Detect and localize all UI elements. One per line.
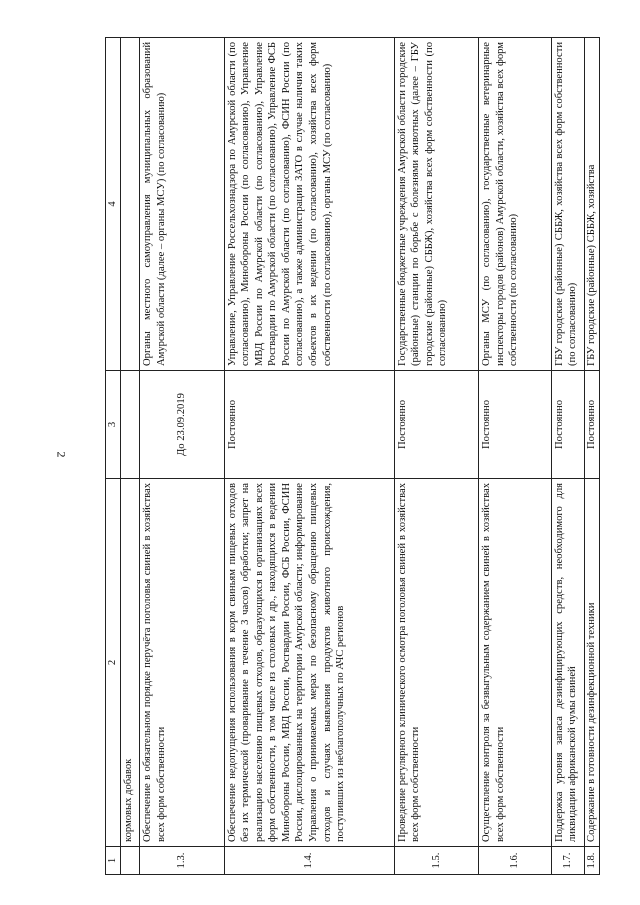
table-header-row	[106, 38, 121, 875]
continuation-num	[120, 847, 139, 875]
row-executor: Органы местного самоуправления муниципальных образований Амурской области (далее – органы МСУ) (по согласованию)	[140, 38, 225, 371]
continuation-row	[120, 38, 139, 875]
row-executor: Государственные бюджетные учреждения Амурской области городские (районные) станции по борьбе с болезнями животных (далее – ГБУ городские (районные) СББЖ), хозяйства всех форм собственности (по согласованию)	[394, 38, 479, 371]
row-measure: Содержание в готовности дезинфекционной техники	[585, 479, 600, 847]
header-col-2: 2	[106, 479, 121, 847]
row-term: До 23.09.2019	[140, 371, 225, 479]
table-row	[479, 38, 551, 875]
page-number: 2	[54, 451, 69, 458]
row-executor: ГБУ городские (районные) СББЖ, хозяйства	[585, 38, 600, 371]
header-col-4: 4	[106, 38, 121, 371]
row-measure: Обеспечение недопущения использования в корм свиньям пищевых отходов без их термической (проваривание в течение 3 часов) обработки; запрет на реализацию населению пищевых отходов, образующихся в организациях всех форм собственности, в том числе из столовых и др., находящихся в ведении Минобороны России, МВД России, Росгвардии России, ФСБ России, ФСИН России, дислоцированных на территории Амурской области; информирование Управления о принимаемых мерах по безопасному обращению пищевых отходов и случаях выявления продуктов животного происхождения, поступивших из неблагополучных по АЧС регионов	[224, 479, 394, 847]
row-term: Постоянно	[224, 371, 394, 479]
row-executor: ГБУ городские (районные) СББЖ, хозяйства всех форм собственности (по согласованию)	[551, 38, 585, 371]
table-row	[551, 38, 585, 875]
continuation-term	[120, 371, 139, 479]
row-number: 1.3.	[140, 847, 225, 875]
row-executor: Органы МСУ (по согласованию), государственные ветеринарные инспекторы городов (районов) Амурской области, хозяйства всех форм собственности (по согласованию)	[479, 38, 551, 371]
row-executor: Управление, Управление Россельхознадзора по Амурской области (по согласованию), Минобороны России (по согласованию), Управление МВД России по Амурской области (по согласованию), Управление Росгвардии по Амурской области (по согласованию), Управление ФСБ России по Амурской области (по согласованию), ФСИН России (по согласованию), а также администрации ЗАТО в случае наличия таких объектов в их ведении (по согласованию), хозяйства всех форм собственности (по согласованию), органы МСУ (по согласованию)	[224, 38, 394, 371]
continuation-text: кормовых добавок	[120, 479, 139, 847]
row-measure: Проведение регулярного клинического осмотра поголовья свиней в хозяйствах всех форм собственности	[394, 479, 479, 847]
row-term: Постоянно	[479, 371, 551, 479]
row-number: 1.6.	[479, 847, 551, 875]
row-term: Постоянно	[585, 371, 600, 479]
row-measure: Осуществление контроля за безвыгульным содержанием свиней в хозяйствах всех форм собственности	[479, 479, 551, 847]
row-number: 1.7.	[551, 847, 585, 875]
row-term: Постоянно	[551, 371, 585, 479]
row-number: 1.4.	[224, 847, 394, 875]
header-col-3: 3	[106, 371, 121, 479]
table-row	[224, 38, 394, 875]
rotated-page-content	[105, 38, 600, 875]
row-number: 1.5.	[394, 847, 479, 875]
row-measure: Обеспечение в обязательном порядке перучёта поголовья свиней в хозяйствах всех форм собственности	[140, 479, 225, 847]
row-number: 1.8.	[585, 847, 600, 875]
row-measure: Поддержка уровня запаса дезинфицирующих средств, необходимого для ликвидации африканской чумы свиней	[551, 479, 585, 847]
measures-table	[105, 37, 600, 875]
header-col-1: 1	[106, 847, 121, 875]
table-row	[140, 38, 225, 875]
table-row	[394, 38, 479, 875]
table-row	[585, 38, 600, 875]
row-term: Постоянно	[394, 371, 479, 479]
continuation-executor	[120, 38, 139, 371]
